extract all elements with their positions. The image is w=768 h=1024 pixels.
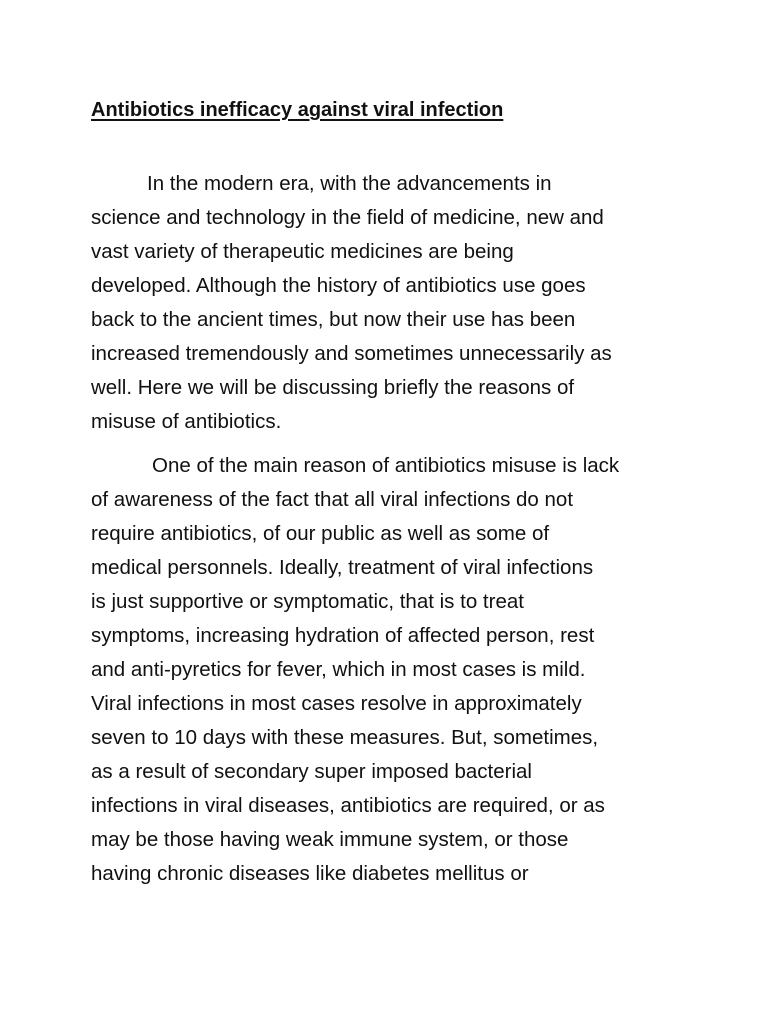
paragraph-line: require antibiotics, of our public as well as some of	[91, 522, 550, 545]
paragraph-line: increased tremendously and sometimes unnecessarily as	[91, 342, 612, 365]
paragraph-misuse-reasons	[91, 449, 687, 891]
document-title: Antibiotics inefficacy against viral infection	[91, 99, 504, 121]
paragraph-line: misuse of antibiotics.	[91, 410, 282, 433]
paragraph-line: developed. Although the history of antibiotics use goes	[91, 274, 586, 297]
paragraph-line: vast variety of therapeutic medicines are being	[91, 240, 514, 263]
paragraph-line: science and technology in the field of medicine, new and	[91, 206, 604, 229]
paragraph-line: medical personnels. Ideally, treatment of viral infections	[91, 556, 594, 579]
paragraph-line: Viral infections in most cases resolve in approximately	[91, 692, 582, 715]
paragraph-line: back to the ancient times, but now their use has been	[91, 308, 576, 331]
paragraph-line: of awareness of the fact that all viral infections do not	[91, 488, 574, 511]
paragraph-line: as a result of secondary super imposed bacterial	[91, 760, 532, 783]
paragraph-line: symptoms, increasing hydration of affected person, rest	[91, 624, 595, 647]
paragraph-line: well. Here we will be discussing briefly the reasons of	[91, 376, 575, 399]
paragraph-intro	[91, 167, 687, 439]
paragraph-line: One of the main reason of antibiotics misuse is lack	[152, 454, 620, 477]
paragraph-line: In the modern era, with the advancements in	[147, 172, 552, 195]
paragraph-line: and anti-pyretics for fever, which in most cases is mild.	[91, 658, 586, 681]
paragraph-line: infections in viral diseases, antibiotics are required, or as	[91, 794, 605, 817]
paragraph-line: having chronic diseases like diabetes mellitus or	[91, 862, 529, 885]
paragraph-line: seven to 10 days with these measures. But, sometimes,	[91, 726, 599, 749]
paragraph-line: is just supportive or symptomatic, that is to treat	[91, 590, 524, 613]
paragraph-line: may be those having weak immune system, or those	[91, 828, 569, 851]
